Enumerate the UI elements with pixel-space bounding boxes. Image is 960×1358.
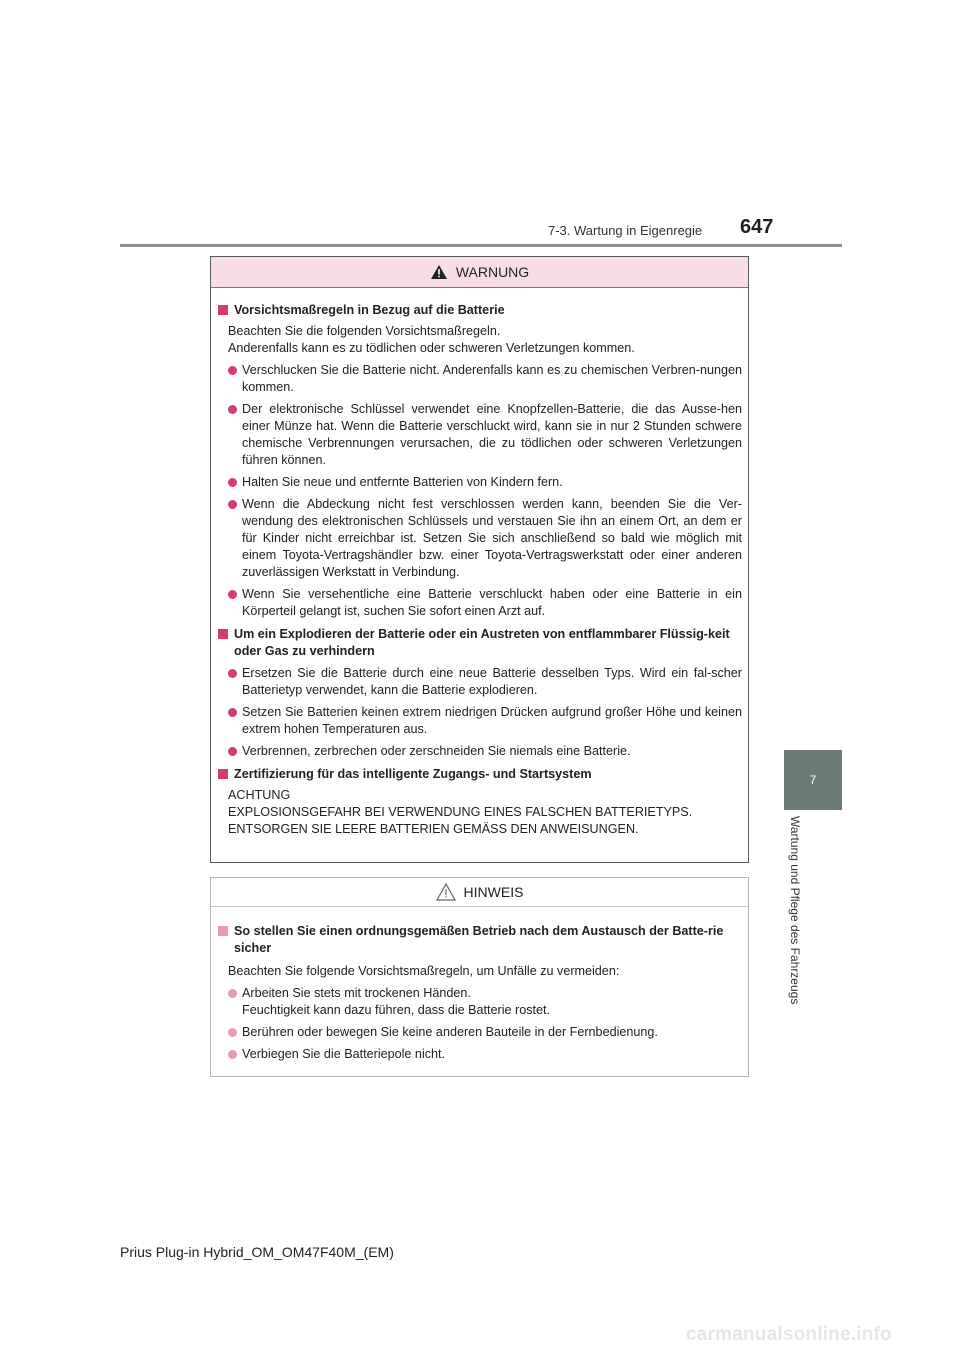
warning-header [211,257,748,288]
watermark: carmanualsonline.info [686,1324,892,1345]
bullet-icon [228,478,237,487]
document-id: Prius Plug-in Hybrid_OM_OM47F40M_(EM) [120,1244,394,1260]
caution-triangle-icon [436,883,456,901]
bullet-icon [228,708,237,717]
list-item: Berühren oder bewegen Sie keine anderen Bauteile in der Fernbedienung. [217,1024,742,1041]
section-text: ACHTUNG EXPLOSIONSGEFAHR BEI VERWENDUNG EINES FALSCHEN BATTERIETYPS. ENTSORGEN SIE LEERE BATTERIEN GEMÄSS DEN ANWEISUNGEN. [228,788,693,836]
bullet-icon [228,366,237,375]
bullet-icon [228,747,237,756]
warning-box [210,256,749,863]
bullet-icon [228,405,237,414]
bullet-icon [228,989,237,998]
section-text: Beachten Sie folgende Vorsichtsmaßregeln, um Unfälle zu vermeiden: [228,964,620,978]
chapter-label: Wartung und Pflege des Fahrzeugs [788,816,802,1005]
warning-triangle-icon [430,264,448,280]
list-item: Arbeiten Sie stets mit trockenen Händen. Feuchtigkeit kann dazu führen, dass die Batterie rostet. [217,985,742,1019]
section-heading: So stellen Sie einen ordnungsgemäßen Betrieb nach dem Austausch der Batte-rie sicher [217,923,742,957]
section-text: Beachten Sie die folgenden Vorsichtsmaßregeln. Anderenfalls kann es zu tödlichen oder schweren Verletzungen kommen. [228,324,635,355]
list-item: Verschlucken Sie die Batterie nicht. Anderenfalls kann es zu chemischen Verbren-nungen kommen. [217,362,742,396]
bullet-icon [228,669,237,678]
bullet-icon [228,1028,237,1037]
header-divider [120,244,842,247]
square-bullet-icon [218,629,228,639]
warning-title: WARNUNG [455,264,530,280]
bullet-icon [228,1050,237,1059]
list-item: Ersetzen Sie die Batterie durch eine neue Batterie desselben Typs. Wird ein fal-scher Batterietyp verwendet, kann die Batterie explodieren. [217,665,742,699]
page-number: 647 [740,216,774,238]
square-bullet-icon [218,926,228,936]
notice-header [211,878,748,907]
section-heading: Um ein Explodieren der Batterie oder ein Austreten von entflammbarer Flüssig-keit oder Gas zu verhindern [217,626,742,660]
list-item: Halten Sie neue und entfernte Batterien von Kindern fern. [217,474,742,491]
bullet-icon [228,500,237,509]
list-item: Der elektronische Schlüssel verwendet eine Knopfzellen-Batterie, die das Ausse-hen einer Münze hat. Wenn die Batterie verschluckt wird, kann sie in nur 2 Stunden schwere chemische Verbrennungen verursachen, die zu tödlichen oder schweren Verletzungen führen können. [217,401,742,469]
notice-box [210,877,749,1077]
square-bullet-icon [218,305,228,315]
square-bullet-icon [218,769,228,779]
chapter-number: 7 [809,773,817,787]
list-item: Verbiegen Sie die Batteriepole nicht. [217,1046,742,1063]
section-heading: Vorsichtsmaßregeln in Bezug auf die Batterie [217,302,742,319]
list-item: Verbrennen, zerbrechen oder zerschneiden Sie niemals eine Batterie. [217,743,742,760]
bullet-icon [228,590,237,599]
list-item: Wenn Sie versehentliche eine Batterie verschluckt haben oder eine Batterie in ein Körperteil gelangt ist, suchen Sie sofort einen Arzt auf. [217,586,742,620]
section-title: 7-3. Wartung in Eigenregie [548,223,703,238]
notice-title: HINWEIS [463,884,524,900]
list-item: Setzen Sie Batterien keinen extrem niedrigen Drücken aufgrund großer Höhe und keinen extrem hohen Temperaturen aus. [217,704,742,738]
section-heading: Zertifizierung für das intelligente Zugangs- und Startsystem [217,766,742,783]
list-item: Wenn die Abdeckung nicht fest verschlossen werden kann, beenden Sie die Ver-wendung des elektronischen Schlüssels und verstauen Sie ihn an einem Ort, an dem er für Kinder nicht erreichbar ist. Setzen Sie sich anschließend so bald wie möglich mit einem Toyota-Vertragshändler bzw. einer Toyota-Vertragswerkstatt oder einer anderen zuverlässigen Werkstatt in Verbindung. [217,496,742,581]
chapter-tab [784,750,842,810]
